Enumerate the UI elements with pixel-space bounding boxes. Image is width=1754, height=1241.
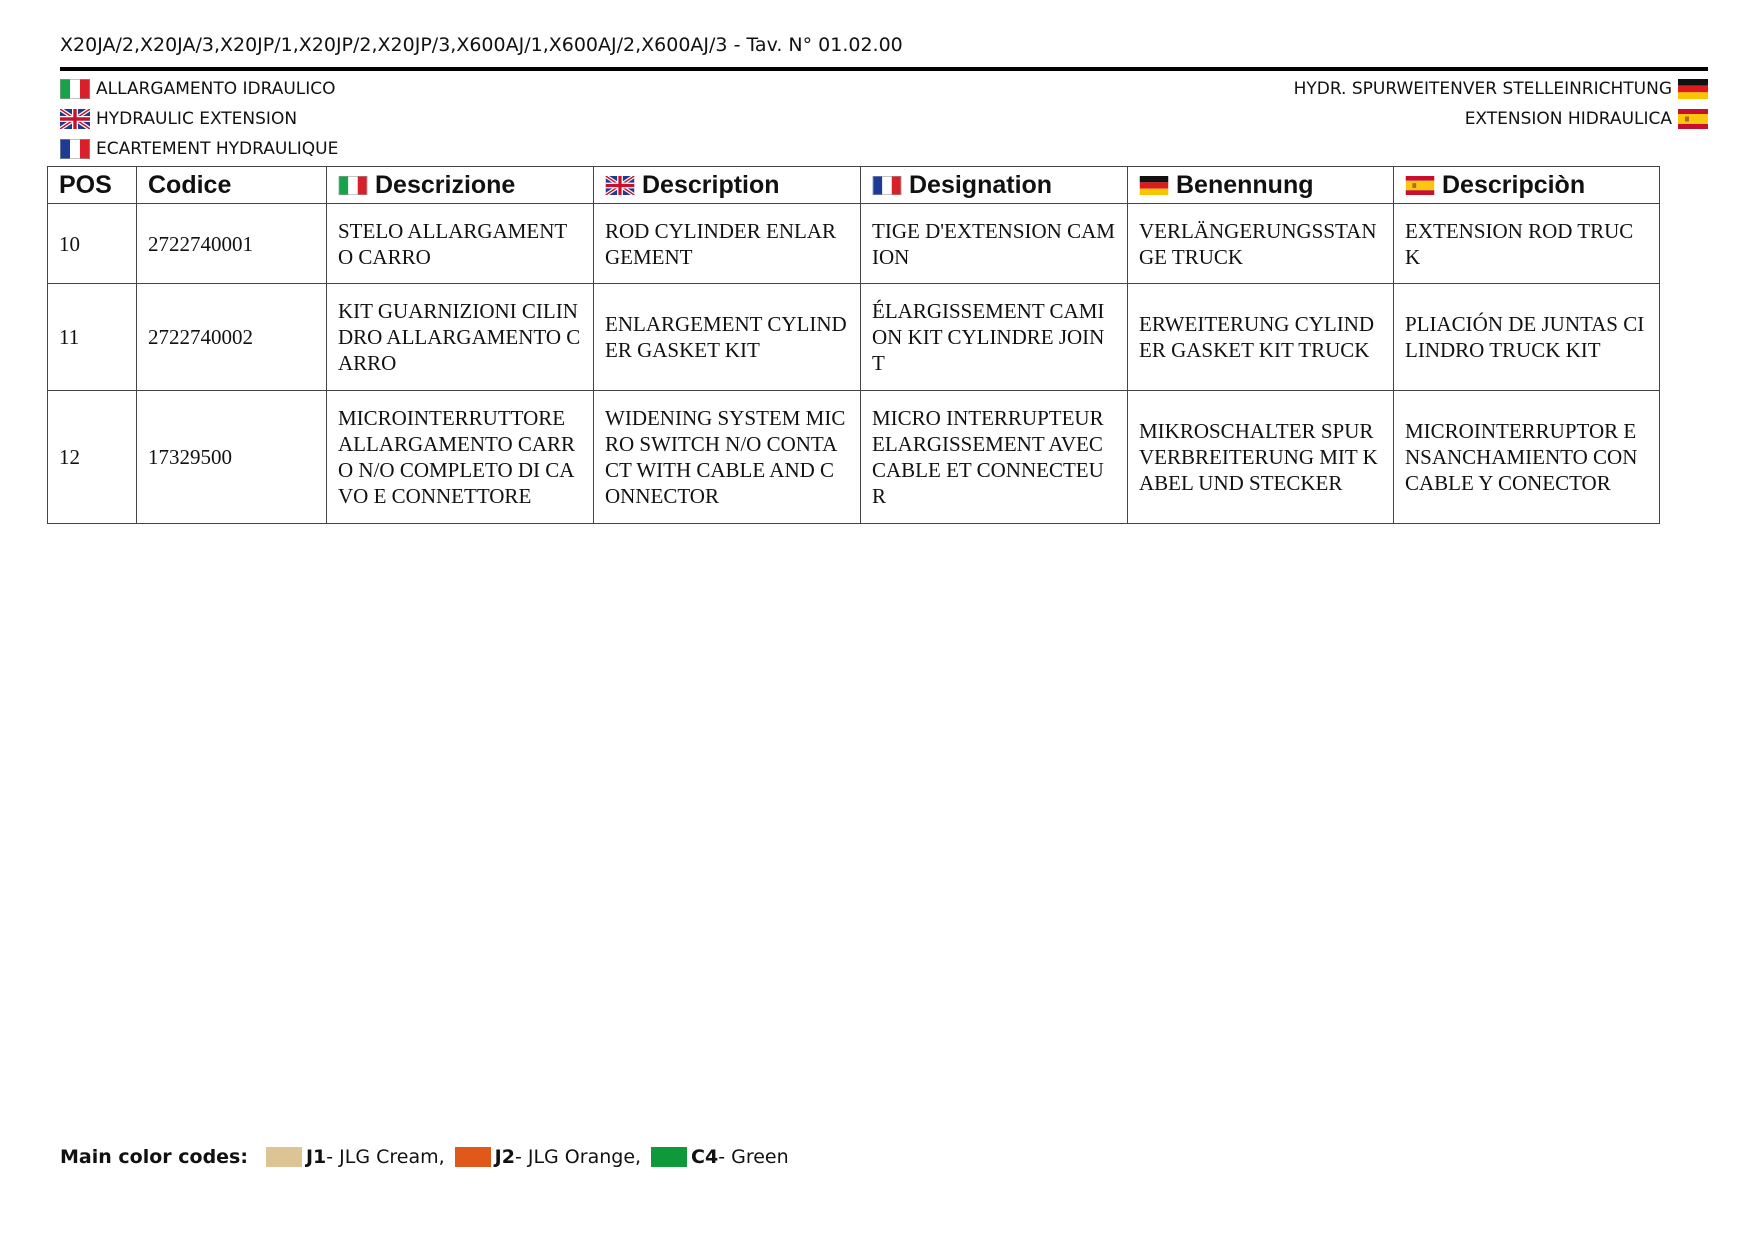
cell-english: ROD CYLINDER ENLARGEMENT [594, 204, 861, 284]
document-title: X20JA/2,X20JA/3,X20JP/1,X20JP/2,X20JP/3,X600AJ/1,X600AJ/2,X600AJ/3 - Tav. N° 01.02.00 [60, 34, 903, 56]
title-divider [60, 67, 1708, 71]
color-codes-legend [60, 1146, 799, 1168]
spain-flag-icon [1405, 176, 1435, 195]
color-code-item [266, 1146, 445, 1168]
subtitle-italian-text: ALLARGAMENTO IDRAULICO [96, 79, 336, 99]
france-flag-icon [60, 139, 90, 159]
uk-flag-icon [605, 176, 635, 195]
header-spanish: Descripciòn [1394, 167, 1660, 204]
cell-spanish: MICROINTERRUPTOR ENSANCHAMIENTO CON CABLE Y CONECTOR [1394, 391, 1660, 524]
subtitle-spanish-text: EXTENSION HIDRAULICA [1464, 109, 1672, 129]
color-swatch-j2 [455, 1147, 491, 1167]
italy-flag-icon [60, 79, 90, 99]
color-name: - Green [718, 1146, 789, 1168]
subtitle-french [60, 139, 338, 159]
subtitle-italian [60, 79, 336, 99]
color-codes-label: Main color codes: [60, 1146, 248, 1168]
cell-code: 17329500 [137, 391, 327, 524]
germany-flag-icon [1139, 176, 1169, 195]
header-german: Benennung [1128, 167, 1394, 204]
color-code: J1 [305, 1146, 327, 1168]
subtitle-french-text: ECARTEMENT HYDRAULIQUE [96, 139, 339, 159]
subtitle-spanish [1465, 109, 1708, 129]
color-swatch-j1 [266, 1147, 302, 1167]
spain-flag-icon [1678, 109, 1708, 129]
parts-table [47, 166, 1660, 524]
cell-pos: 12 [48, 391, 137, 524]
cell-german: MIKROSCHALTER SPURVERBREITERUNG MIT KABEL UND STECKER [1128, 391, 1394, 524]
cell-pos: 10 [48, 204, 137, 284]
subtitle-german-text: HYDR. SPURWEITENVER STELLEINRICHTUNG [1293, 79, 1672, 99]
header-pos: POS [48, 167, 137, 204]
table-row [48, 391, 1660, 524]
subtitle-english-text: HYDRAULIC EXTENSION [96, 109, 298, 129]
color-code-item [651, 1146, 789, 1168]
cell-code: 2722740001 [137, 204, 327, 284]
color-name: - JLG Orange, [514, 1146, 642, 1168]
header-english: Description [594, 167, 861, 204]
header-code: Codice [137, 167, 327, 204]
cell-french: ÉLARGISSEMENT CAMION KIT CYLINDRE JOINT [861, 284, 1128, 391]
cell-english: WIDENING SYSTEM MICRO SWITCH N/O CONTACT WITH CABLE AND CONNECTOR [594, 391, 861, 524]
table-row [48, 204, 1660, 284]
cell-pos: 11 [48, 284, 137, 391]
cell-italian: STELO ALLARGAMENTO CARRO [327, 204, 594, 284]
cell-german: ERWEITERUNG CYLINDER GASKET KIT TRUCK [1128, 284, 1394, 391]
cell-french: TIGE D'EXTENSION CAMION [861, 204, 1128, 284]
color-code: C4 [691, 1146, 719, 1168]
cell-german: VERLÄNGERUNGSSTANGE TRUCK [1128, 204, 1394, 284]
cell-french: MICRO INTERRUPTEUR ELARGISSEMENT AVEC CABLE ET CONNECTEUR [861, 391, 1128, 524]
cell-spanish: PLIACIÓN DE JUNTAS CILINDRO TRUCK KIT [1394, 284, 1660, 391]
table-row [48, 284, 1660, 391]
cell-italian: KIT GUARNIZIONI CILINDRO ALLARGAMENTO CARRO [327, 284, 594, 391]
cell-english: ENLARGEMENT CYLINDER GASKET KIT [594, 284, 861, 391]
uk-flag-icon [60, 109, 90, 129]
header-french: Designation [861, 167, 1128, 204]
table-header-row [48, 167, 1660, 204]
color-code-item [455, 1146, 641, 1168]
italy-flag-icon [338, 176, 368, 195]
cell-italian: MICROINTERRUTTORE ALLARGAMENTO CARRO N/O COMPLETO DI CAVO E CONNETTORE [327, 391, 594, 524]
subtitle-english [60, 109, 297, 129]
color-name: - JLG Cream, [326, 1146, 445, 1168]
france-flag-icon [872, 176, 902, 195]
color-code: J2 [494, 1146, 515, 1168]
cell-spanish: EXTENSION ROD TRUCK [1394, 204, 1660, 284]
cell-code: 2722740002 [137, 284, 327, 391]
header-italian: Descrizione [327, 167, 594, 204]
color-swatch-c4 [651, 1147, 687, 1167]
subtitle-german [1294, 79, 1708, 99]
germany-flag-icon [1678, 79, 1708, 99]
